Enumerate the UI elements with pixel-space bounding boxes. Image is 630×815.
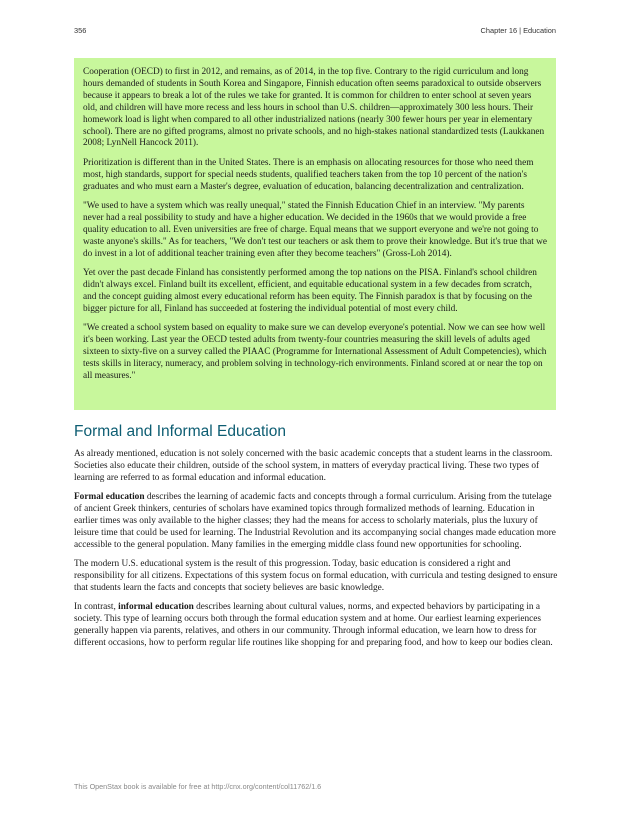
box-paragraph: Yet over the past decade Finland has consistently performed among the top nations on the PISA. Finland's school children didn't always excel. Finland built its excellent, efficient, and equitable educational system in a few decades from scratch, and the concept guiding almost every educational reform has been equity. The Finnish paradox is that by focusing on the bigger picture for all, Finland has succeeded at fostering the individual potential of most every child. <box>83 268 537 314</box>
key-term: informal education <box>118 602 194 613</box>
key-term: Formal education <box>74 492 145 503</box>
feature-box <box>74 58 556 410</box>
paragraph-text: In contrast, <box>74 602 119 613</box>
page-number: 356 <box>74 26 87 35</box>
body-paragraph <box>74 492 558 552</box>
body-paragraph: As already mentioned, education is not solely concerned with the basic academic concepts that a student learns in the classroom. Societies also educate their children, outside of the school system, in matters of everyday practical living. These two types of learning are referred to as formal education and informal education. <box>74 449 553 483</box>
box-paragraph: Prioritization is different than in the United States. There is an emphasis on allocating resources for those who need them most, high standards, support for special needs students, qualified teachers taken from the top 10 percent of the nation's graduates and who must earn a Master's degree, evaluation of education, balancing decentralization and centralization. <box>83 157 534 192</box>
paragraph-text: describes learning about cultural values, norms, and expected behaviors by participating in a society. This type of learning occurs both through the formal education system and at home. Our earliest learning experiences generally happen via parents, relatives, and others in our community. Through informal education, we learn how to dress for different occasions, how to perform regular life routines like shopping for and preparing food, and how to keep our bodies clean. <box>74 602 553 648</box>
page-footer: This OpenStax book is available for free at http://cnx.org/content/col11762/1.6 <box>74 782 322 791</box>
box-paragraph: Cooperation (OECD) to first in 2012, and remains, as of 2014, in the top five. Contrary to the rigid curriculum and long hours demanded of students in South Korea and Singapore, Finnish education often seems paradoxical to outside observers because it appears to break a lot of the rules we take for granted. It is common for children to enter school at seven years old, and children will have more recess and less hours in school than U.S. children—approximately 300 less hours. Their homework load is light when compared to all other industrialized nations (nearly 300 fewer hours per year in elementary school). There are no gifted programs, almost no private schools, and no high-stakes national standardized tests (Laukkanen 2008; LynNell Hancock 2011). <box>83 67 545 149</box>
section-body <box>74 449 558 657</box>
page-header <box>74 26 556 35</box>
box-paragraph: "We created a school system based on equality to make sure we can develop everyone's potential. Now we can see how well it's been working. Last year the OECD tested adults from twenty-four countries measuring the skill levels of adults aged sixteen to sixty-five on a survey called the PIAAC (Programme for International Assessment of Adult Competencies), which tests skills in literacy, numeracy, and problem solving in technology-rich environments. Finland scored at or near the top on all measures." <box>83 323 547 381</box>
body-paragraph: The modern U.S. educational system is the result of this progression. Today, basic education is considered a right and responsibility for all citizens. Expectations of this system focus on formal education, with curricula and testing designed to ensure that students learn the facts and concepts that society believes are basic knowledge. <box>74 559 558 593</box>
body-paragraph <box>74 602 558 650</box>
section-heading: Formal and Informal Education <box>74 423 286 440</box>
chapter-title: Chapter 16 | Education <box>480 26 556 35</box>
paragraph-text: describes the learning of academic facts and concepts through a formal curriculum. Arising from the tutelage of ancient Greek thinkers, centuries of scholars have examined topics through formalized methods of learning. Education in earlier times was only available to the higher classes; they had the means for access to scholarly materials, plus the luxury of leisure time that could be used for learning. The Industrial Revolution and its accompanying social changes made education more accessible to the general population. Many families in the emerging middle class found new opportunities for schooling. <box>74 492 556 550</box>
box-paragraph: "We used to have a system which was really unequal," stated the Finnish Education Chief in an interview. "My parents never had a real possibility to study and have a higher education. We decided in the 1960s that we would provide a free quality education to all. Even universities are free of charge. Equal means that we support everyone and we're not going to waste anyone's skills." As for teachers, "We don't test our teachers or ask them to prove their knowledge. But it's true that we do invest in a lot of additional teacher training even after they become teachers" (Gross-Loh 2014). <box>83 201 547 259</box>
